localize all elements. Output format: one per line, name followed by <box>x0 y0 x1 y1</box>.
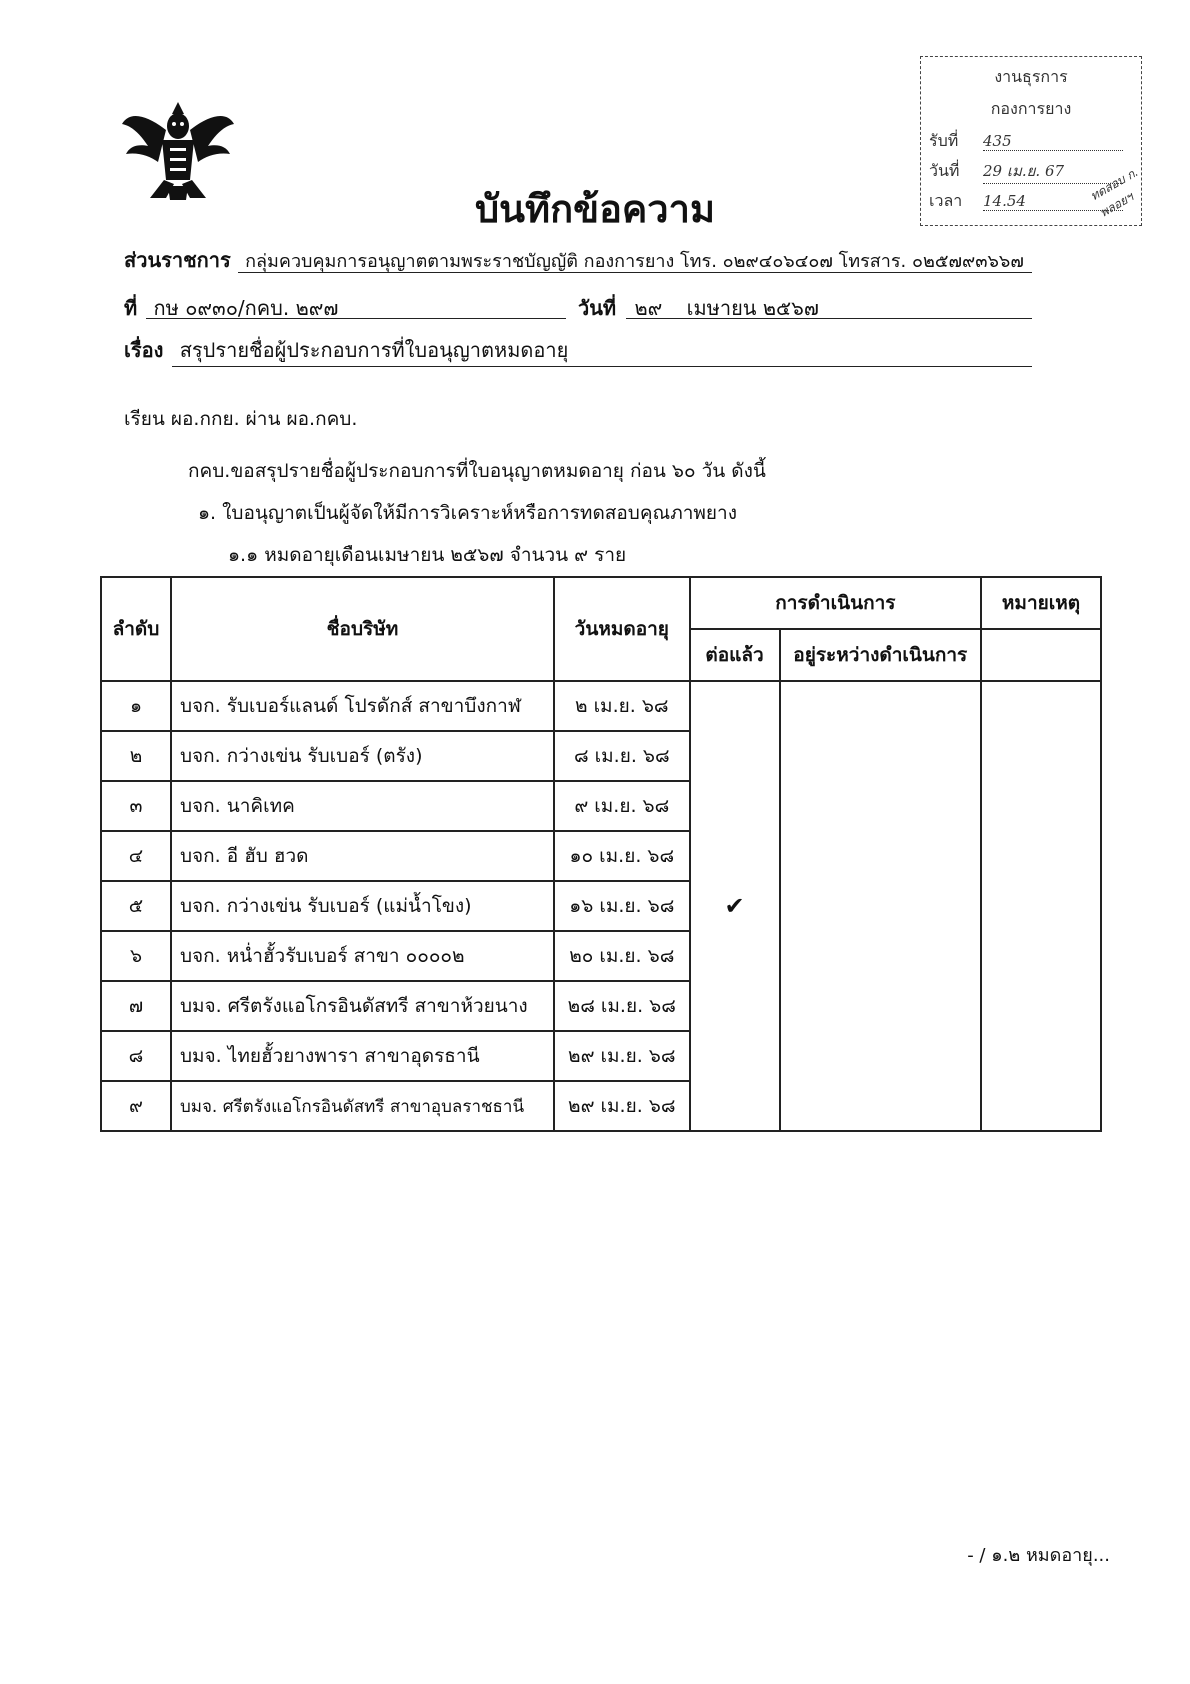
row-expiry: ๒๐ เม.ย. ๖๘ <box>554 931 690 981</box>
row-company: บมจ. ศรีตรังแอโกรอินดัสทรี สาขาห้วยนาง <box>171 981 554 1031</box>
row-company: บจก. หน่ำฮั้วรับเบอร์ สาขา ๐๐๐๐๒ <box>171 931 554 981</box>
header-renewed: ต่อแล้ว <box>690 629 780 681</box>
table-row <box>101 681 1101 731</box>
reference-label: ที่ <box>124 296 138 320</box>
intro-paragraph: กคบ.ขอสรุปรายชื่อผู้ประกอบการที่ใบอนุญาตหมดอายุ ก่อน ๖๐ วัน ดังนี้ <box>188 460 766 482</box>
row-company: บจก. นาคิเทค <box>171 781 554 831</box>
stamp-receive-row <box>929 129 1133 157</box>
salutation: เรียน ผอ.กกย. ผ่าน ผอ.กคบ. <box>124 408 358 430</box>
stamp-office: งานธุรการ <box>994 67 1068 86</box>
stamp-date-value: 29 เม.ย. 67 <box>983 159 1123 184</box>
stamp-receive-label: รับที่ <box>929 131 959 150</box>
row-seq: ๖ <box>101 931 171 981</box>
reference-value: กษ ๐๙๓๐/กคบ. ๒๙๗ <box>153 296 339 320</box>
stamp-receive-value: 435 <box>983 132 1123 151</box>
renewed-column <box>690 681 780 1131</box>
stamp-time-label: เวลา <box>929 191 963 210</box>
date-line <box>578 292 1038 324</box>
remarks-column <box>981 681 1101 1131</box>
row-seq: ๓ <box>101 781 171 831</box>
row-company: บมจ. ศรีตรังแอโกรอินดัสทรี สาขาอุบลราชธานี <box>171 1081 554 1131</box>
row-expiry: ๒๙ เม.ย. ๖๘ <box>554 1031 690 1081</box>
row-seq: ๔ <box>101 831 171 881</box>
stamp-handwritten-note: ทดสอบ ก. พลอยฯ <box>1087 164 1141 220</box>
date-underline <box>626 318 1032 319</box>
date-day: ๒๙ <box>634 296 663 320</box>
row-company: บมจ. ไทยฮั้วยางพารา สาขาอุดรธานี <box>171 1031 554 1081</box>
row-expiry: ๒ เม.ย. ๖๘ <box>554 681 690 731</box>
header-seq: ลำดับ <box>101 577 171 681</box>
row-seq: ๗ <box>101 981 171 1031</box>
row-expiry: ๒๙ เม.ย. ๖๘ <box>554 1081 690 1131</box>
expiry-table <box>100 576 1102 1132</box>
row-expiry: ๑๖ เม.ย. ๖๘ <box>554 881 690 931</box>
row-company: บจก. กว่างเข่น รับเบอร์ (ตรัง) <box>171 731 554 781</box>
header-company: ชื่อบริษัท <box>171 577 554 681</box>
subject-label: เรื่อง <box>124 338 164 362</box>
reference-underline <box>146 318 566 319</box>
in-progress-column <box>780 681 982 1131</box>
reference-line <box>124 292 564 324</box>
row-expiry: ๒๘ เม.ย. ๖๘ <box>554 981 690 1031</box>
department-value: กลุ่มควบคุมการอนุญาตตามพระราชบัญญัติ กองการยาง โทร. ๐๒๙๔๐๖๔๐๗ โทรสาร. ๐๒๕๗๙๓๖๖๗ <box>245 251 1024 272</box>
subject-underline <box>172 366 1032 367</box>
subject-line <box>124 334 1024 366</box>
stamp-date-label: วันที่ <box>929 161 960 180</box>
date-month-year: เมษายน ๒๕๖๗ <box>686 296 819 320</box>
continuation-note: - / ๑.๒ หมดอายุ... <box>967 1545 1110 1566</box>
renewed-check-icon: ✔ <box>724 892 745 920</box>
row-company: บจก. อี ฮับ ฮวด <box>171 831 554 881</box>
department-underline <box>238 272 1032 273</box>
row-company: บจก. รับเบอร์แลนด์ โปรดักส์ สาขาบึงกาฬ <box>171 681 554 731</box>
memo-title: บันทึกข้อความ <box>474 187 716 231</box>
row-expiry: ๙ เม.ย. ๖๘ <box>554 781 690 831</box>
item-1: ๑. ใบอนุญาตเป็นผู้จัดให้มีการวิเคราะห์หรือการทดสอบคุณภาพยาง <box>198 502 737 524</box>
department-label: ส่วนราชการ <box>124 248 231 272</box>
subject-value: สรุปรายชื่อผู้ประกอบการที่ใบอนุญาตหมดอายุ <box>179 338 569 362</box>
header-expiry: วันหมดอายุ <box>554 577 690 681</box>
row-seq: ๙ <box>101 1081 171 1131</box>
row-seq: ๘ <box>101 1031 171 1081</box>
row-expiry: ๘ เม.ย. ๖๘ <box>554 731 690 781</box>
row-expiry: ๑๐ เม.ย. ๖๘ <box>554 831 690 881</box>
row-seq: ๕ <box>101 881 171 931</box>
header-in-progress: อยู่ระหว่างดำเนินการ <box>780 629 982 681</box>
header-remarks: หมายเหตุ <box>981 577 1101 629</box>
row-company: บจก. กว่างเข่น รับเบอร์ (แม่น้ำโขง) <box>171 881 554 931</box>
header-remarks-sub <box>981 629 1101 681</box>
row-seq: ๒ <box>101 731 171 781</box>
row-seq: ๑ <box>101 681 171 731</box>
item-1-1: ๑.๑ หมดอายุเดือนเมษายน ๒๕๖๗ จำนวน ๙ ราย <box>228 544 627 566</box>
stamp-division: กองการยาง <box>990 99 1072 118</box>
stamp-time-value: 14.54 <box>983 192 1123 211</box>
date-label: วันที่ <box>578 296 617 320</box>
header-action: การดำเนินการ <box>690 577 981 629</box>
